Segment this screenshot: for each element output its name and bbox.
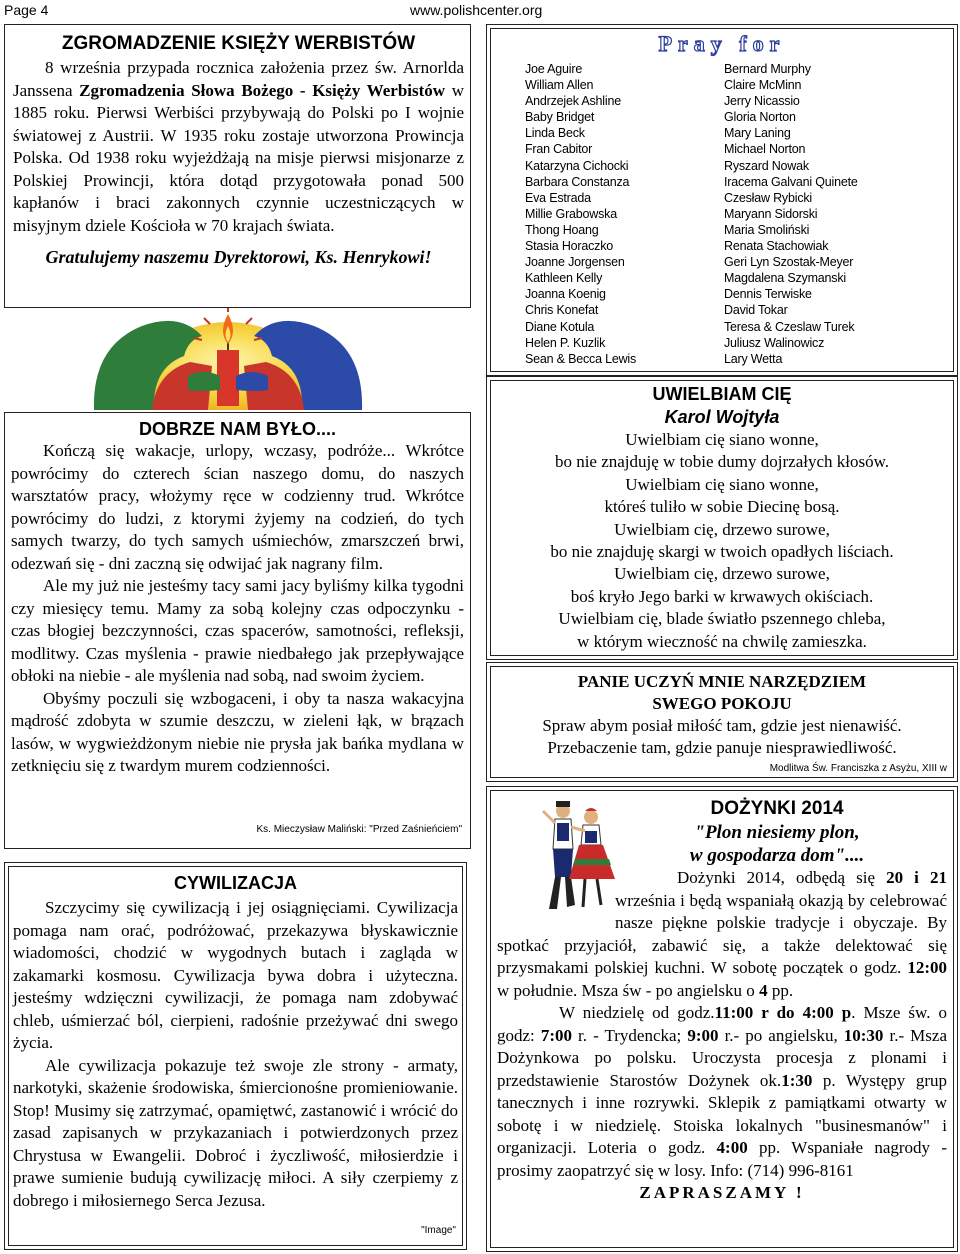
pray-name: Geri Lyn Szostak-Meyer bbox=[724, 255, 854, 270]
poem-line: Uwielbiam cię siano wonne, bbox=[625, 430, 819, 449]
candle-image bbox=[92, 306, 364, 410]
pray-name: Renata Stachowiak bbox=[724, 239, 829, 254]
pray-name: Joanne Jorgensen bbox=[525, 255, 625, 270]
dozynki-title: DOŻYNKI 2014 bbox=[710, 798, 844, 819]
panie-source: Modlitwa Św. Franciszka z Asyżu, XIII w bbox=[769, 763, 947, 774]
dobrze-title: DOBRZE NAM BYŁO.... bbox=[139, 419, 336, 439]
dobrze-source: Ks. Mieczysław Maliński: "Przed Zaśnieńciem" bbox=[256, 824, 462, 835]
pray-name: Ryszard Nowak bbox=[724, 158, 809, 173]
pray-name: Diane Kotula bbox=[525, 319, 595, 334]
uwielbiam-poem bbox=[493, 429, 951, 653]
pray-name: Millie Grabowska bbox=[525, 206, 617, 221]
dancers-image bbox=[531, 797, 621, 921]
panie-title bbox=[493, 671, 951, 715]
poem-line: w którym wieczność na chwilę zamieszka. bbox=[577, 631, 867, 651]
pray-name: David Tokar bbox=[724, 303, 788, 318]
pray-name: Czesław Rybicki bbox=[724, 190, 812, 205]
pray-name: Baby Bridget bbox=[525, 110, 595, 125]
pray-name: Eva Estrada bbox=[525, 190, 591, 205]
panie-title-line2: SWEGO POKOJU bbox=[652, 694, 792, 713]
cywilizacja-p1: Szczycimy się cywilizacją i jej osiągnięciami. Cywilizacja pomaga nam orać, podróżować, przekazywa błyskawicznie wiadomości, chodzić w wygodnych butach i zagląda w zakamarki kosmosu. Cywilizacja bywa dobra i użyteczna. jesteśmy wdzięczni cywilizacji, że pomaga nam zdobywać chleb, uśmierzać ból, cierpieni, radośnie przeżywać dni swego życia. bbox=[13, 898, 458, 1052]
pray-name: Bernard Murphy bbox=[724, 62, 811, 76]
pray-name: Chris Konefat bbox=[525, 303, 599, 318]
poem-line: któreś tuliło w sobie Diecinę bosą. bbox=[604, 497, 840, 517]
pray-name: Linda Beck bbox=[525, 126, 585, 141]
pray-name: Joanna Koenig bbox=[525, 287, 606, 302]
dozynki-closing: ZAPRASZAMY ! bbox=[639, 1183, 805, 1202]
panie-line1: Spraw abym posiał miłość tam, gdzie jest nienawiść. bbox=[542, 716, 902, 735]
poem-line: bo nie znajduję skargi w twoich opadłych liściach. bbox=[550, 542, 894, 562]
pray-name: Michael Norton bbox=[724, 142, 806, 157]
site-url[interactable]: www.polishcenter.org bbox=[410, 2, 543, 18]
cywilizacja-box bbox=[8, 866, 463, 1246]
pray-name: Fran Cabitor bbox=[525, 142, 593, 157]
congrats-line: Gratulujemy naszemu Dyrektorowi, Ks. Henrykowi! bbox=[45, 247, 432, 267]
pray-name: Jerry Nicassio bbox=[724, 94, 800, 109]
panie-box bbox=[490, 666, 954, 778]
panie-line2: Przebaczenie tam, gdzie panuje niesprawiedliwość. bbox=[547, 738, 897, 757]
dobrze-p2: Ale my już nie jesteśmy tacy sami jacy byliśmy kilka tygodni czy miesięcy temu. Mamy za sobą kolejny czas odpoczynku - czas błogiej bezczynności, czas spacerów, samotności, refleksji, modlitwy. Czas myślenia - prawie niedbałego jak przepływające obłoki na niebie - ale myślenia nad sobą, nad swoim życiem. bbox=[11, 576, 464, 685]
pray-name: Helen P. Kuzlik bbox=[525, 335, 606, 350]
poem-line: boś kryło Jego barki w krwawych okiściach. bbox=[570, 586, 874, 606]
dozynki-p1: Dożynki 2014, odbędą się 20 i 21 września i będą wspaniałą okazją by celebrować nasze piękne polskie tradycje i obyczaje. By spotkać przyjaciół, zabawić się, a także delektować się przysmakami polskiej kuchni. W sobotę początek o godz. 12:00 w południe. Msza św - po angielsku o 4 pp. bbox=[497, 868, 947, 1000]
pray-name: Barbara Constanza bbox=[525, 174, 630, 189]
pray-name: Magdalena Szymanski bbox=[724, 271, 846, 286]
pray-name: Stasia Horaczko bbox=[525, 239, 614, 254]
poem-line: Uwielbiam cię, blade światło pszennego chleba, bbox=[558, 609, 886, 629]
pray-name: Lary Wetta bbox=[724, 351, 783, 366]
pray-name: Iracema Galvani Quinete bbox=[724, 174, 858, 189]
dozynki-subtitle-line2: w gospodarza dom".... bbox=[689, 845, 865, 866]
poem-line: Uwielbiam cię, drzewo surowe, bbox=[614, 564, 830, 584]
dobrze-p3: Obyśmy poczuli się wzbogaceni, i oby ta nasza wakacyjna mądrość zdobyta w szumie deszczu, w zieleni łąk, w brązach lasów, w wygwieżdżonym niebie nie prysła jak bańka mydlana w zetknięciu się z twardym murem codzienności. bbox=[11, 688, 464, 775]
dozynki-box bbox=[490, 790, 954, 1248]
zgromadzenie-text: 8 września przypada rocznica założenia przez św. Arnorlda Janssena Zgromadzenia Słowa Bożego - Księży Werbistów w 1885 roku. Pierwsi Werbiści przybywają do Polski po I wojnie światowej z Austrii. W 1935 roku zostaje utworzona Prowincja Polska. Od 1938 roku wyjeżdżają na misje pierwsi misjonarze z Polskiej Prowincji, która dotąd przygotowała ponad 500 kapłanów i braci zakonnych czynnie uczestniczących w misyjnym dziele Kościoła w 70 krajach świata. bbox=[13, 58, 464, 235]
pray-list-right bbox=[724, 61, 858, 367]
panie-title-line1: PANIE UCZYŃ MNIE NARZĘDZIEM bbox=[577, 672, 867, 691]
candle-illustration bbox=[92, 306, 364, 410]
poem-line: bo nie znajduję w tobie dumy dojrzałych kłosów. bbox=[554, 452, 890, 472]
dobrze-box bbox=[4, 412, 471, 849]
pray-name: Gloria Norton bbox=[724, 110, 796, 125]
zgromadzenie-title: ZGROMADZENIE KSIĘŻY WERBISTÓW bbox=[61, 33, 416, 54]
pray-name: William Allen bbox=[525, 78, 594, 93]
pray-name: Andrzejek Ashline bbox=[525, 94, 621, 109]
cywilizacja-p2: Ale cywilizacja pokazuje też swoje zle strony - armaty, narkotyki, skażenie środowiska, śmiercionośne promieniowanie. Stop! Musimy się zatrzymać, opamiętwć, zastanowić i wrócić do zasad zapisanych w przykazaniach i potwierdzonych przez Chrystusa w Ewangelii. Dobroć i życzliwość, miłosierdzie i prawe sumienie budują cywilizację miłoci. A siły czerpiemy z dobrego i miłosiernego Serca Jezusa. bbox=[13, 1055, 458, 1210]
dobrze-p1: Kończą się wakacje, urlopy, wczasy, podróże... Wkrótce powrócimy do czterech ścian naszego domu, do naszych warsztatów pracy, włożymy ręce w codzienny trud. Wkrótce powrócimy do ludzi, z ktorymi żyjemy na codzień, do tych samych twarzy, do tych samych uśmiechów, zmarszczeń brwi, odezwań się - dni zaczną się odwijać jak nagrany film. bbox=[11, 441, 464, 573]
cywilizacja-source: "Image" bbox=[421, 1225, 456, 1236]
dozynki-p2: W niedzielę od godz.11:00 r do 4:00 p. Msze św. o godz: 7:00 r. - Trydencka; 9:00 r.- po angielsku, 10:30 r.- Msza Dożynkowa po polsku. Uroczysta procesja z plonami i przedstawienie Starostów Dożynek ok.1:30 p. Występy grup tanecznych i inne rozrywki. Sklepik z pamiątkami otwarty w sobotę i w niedzielę. Stoiska lokalnych "businesmanów" i organizacji. Loteria o godz. 4:00 pp. Wspaniałe nagrody - prosimy zaopatrzyć się w losy. Info: (714) 996-8161 bbox=[497, 1003, 947, 1180]
dozynki-subtitle-line1: "Plon niesiemy plon, bbox=[694, 822, 860, 843]
pray-name: Katarzyna Cichocki bbox=[525, 158, 629, 173]
pray-name: Kathleen Kelly bbox=[525, 271, 603, 286]
cywilizacja-title: CYWILIZACJA bbox=[174, 873, 297, 893]
pray-name: Joe Aguire bbox=[525, 62, 583, 76]
pray-name: Mary Laning bbox=[724, 126, 791, 141]
pray-title: Pray for bbox=[658, 31, 786, 56]
pray-name: Thong Hoang bbox=[525, 222, 599, 237]
pray-name: Maryann Sidorski bbox=[724, 206, 818, 221]
pray-name: Juliusz Walinowicz bbox=[724, 335, 825, 350]
pray-list-left bbox=[525, 61, 636, 367]
zgromadzenie-box bbox=[4, 24, 471, 308]
pray-box bbox=[490, 28, 954, 372]
dancers-illustration bbox=[531, 797, 621, 921]
pray-name: Teresa & Czeslaw Turek bbox=[724, 319, 855, 334]
pray-name: Claire McMinn bbox=[724, 78, 802, 93]
pray-name: Dennis Terwiske bbox=[724, 287, 812, 302]
poem-line: Uwielbiam cię siano wonne, bbox=[625, 474, 819, 494]
pray-name: Maria Smoliński bbox=[724, 222, 810, 237]
poem-line: Uwielbiam cię, drzewo surowe, bbox=[614, 519, 830, 539]
uwielbiam-box bbox=[490, 380, 954, 656]
pray-name: Sean & Becca Lewis bbox=[525, 351, 637, 366]
uwielbiam-title: UWIELBIAM CIĘ bbox=[652, 384, 792, 404]
uwielbiam-author: Karol Wojtyła bbox=[664, 407, 780, 427]
page-number: Page 4 bbox=[4, 2, 49, 18]
